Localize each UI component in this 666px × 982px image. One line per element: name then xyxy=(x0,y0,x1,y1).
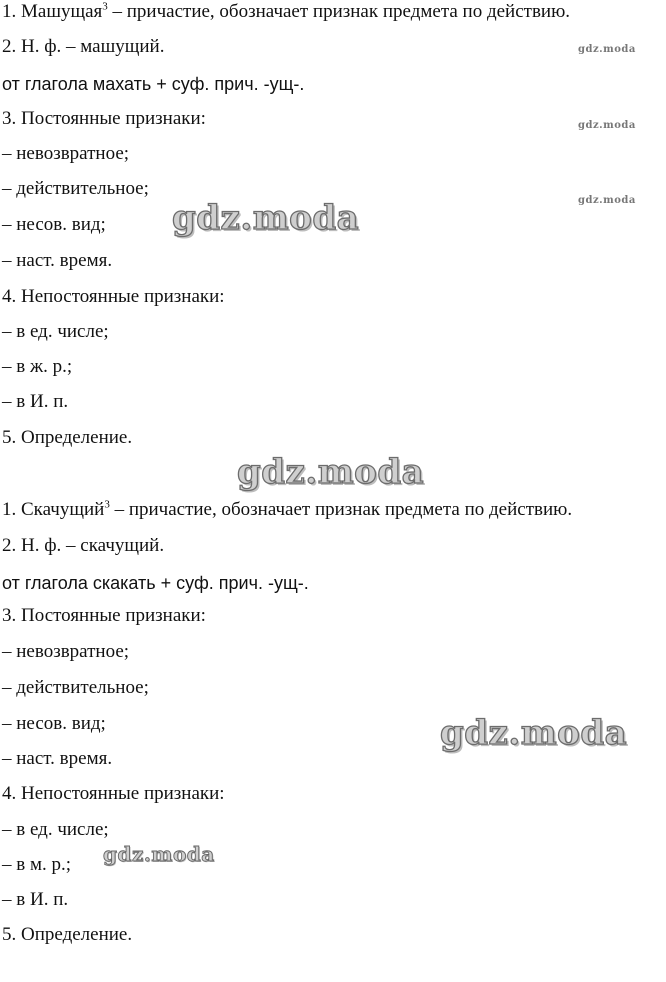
item1-line-5: – невозвратное; xyxy=(2,143,130,164)
item2-line-10: – в ед. числе; xyxy=(2,819,109,840)
watermark-large-3: gdz.moda xyxy=(440,713,628,753)
item1-line-11: – в ж. р.; xyxy=(2,356,73,377)
item1-line-7: – несов. вид; xyxy=(2,214,106,235)
item2-line-13: 5. Определение. xyxy=(2,924,133,945)
item2-line-5: – невозвратное; xyxy=(2,641,130,662)
item2-definition: – причастие, обозначает признак предмета по действию. xyxy=(109,499,573,520)
watermark-small-2: gdz.moda xyxy=(578,120,636,131)
item2-line-4: 3. Постоянные признаки: xyxy=(2,605,206,626)
watermark-large-2: gdz.moda xyxy=(237,452,425,492)
item1-line-3: от глагола махать + суф. прич. -ущ-. xyxy=(2,74,305,94)
item1-line-4: 3. Постоянные признаки: xyxy=(2,108,206,129)
item2-line-3: от глагола скакать + суф. прич. -ущ-. xyxy=(2,573,309,593)
watermark-small-3: gdz.moda xyxy=(578,195,636,206)
item1-line-2: 2. Н. ф. – машущий. xyxy=(2,36,165,57)
item1-definition: – причастие, обозначает признак предмета по действию. xyxy=(107,1,571,22)
item2-line-11: – в м. р.; xyxy=(2,854,72,875)
item1-line-1 xyxy=(2,0,570,24)
item1-line-12: – в И. п. xyxy=(2,391,69,412)
item2-line-7: – несов. вид; xyxy=(2,713,106,734)
item1-superscript: 3 xyxy=(102,0,108,13)
item2-line-8: – наст. время. xyxy=(2,748,113,769)
watermark-small-1: gdz.moda xyxy=(578,44,636,55)
item2-line-1 xyxy=(2,498,572,522)
item1-line-13: 5. Определение. xyxy=(2,427,133,448)
item1-line-10: – в ед. числе; xyxy=(2,321,109,342)
item2-line-2: 2. Н. ф. – скачущий. xyxy=(2,535,165,556)
item1-word: 1. Машущая xyxy=(2,1,103,22)
item1-line-6: – действительное; xyxy=(2,178,149,199)
watermark-large-1: gdz.moda xyxy=(172,198,360,238)
watermark-medium: gdz.moda xyxy=(103,842,215,866)
item1-line-8: – наст. время. xyxy=(2,250,113,271)
item2-line-9: 4. Непостоянные признаки: xyxy=(2,783,225,804)
item2-line-12: – в И. п. xyxy=(2,889,69,910)
item2-word: 1. Скачущий xyxy=(2,499,105,520)
item2-superscript: 3 xyxy=(104,498,110,511)
item2-line-6: – действительное; xyxy=(2,677,149,698)
item1-line-9: 4. Непостоянные признаки: xyxy=(2,286,225,307)
